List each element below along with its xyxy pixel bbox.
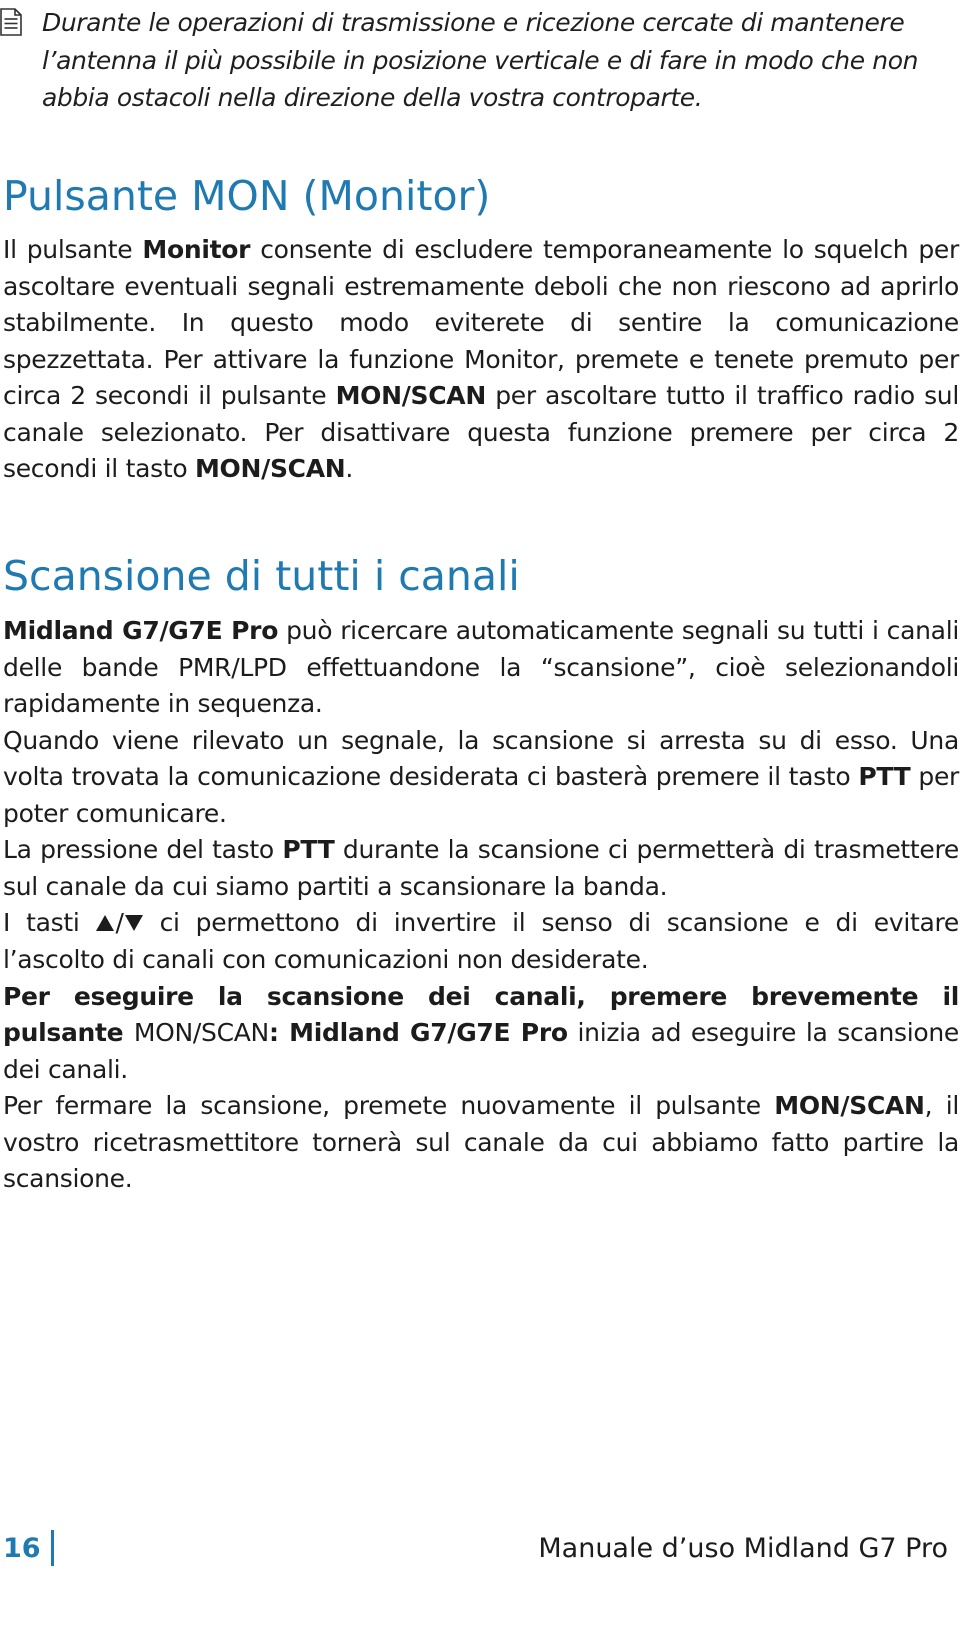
scan-section bbox=[3, 552, 959, 1198]
scan-paragraph-1: Midland G7/G7E Pro può ricercare automaticamente segnali su tutti i canali delle bande PMR/LPD effettuandone la “scansione”, cioè selezionandoli rapidamente in sequenza. bbox=[3, 616, 959, 718]
scan-paragraph-2: Quando viene rilevato un segnale, la scansione si arresta su di esso. Una volta trovata la comunicazione desiderata ci basterà premere il tasto PTT per poter comunicare. bbox=[3, 725, 959, 828]
scan-paragraph-4: I tasti / ci permettono di invertire il senso di scansione e di evitare l’ascolto di canali con comunicazioni non desiderate. bbox=[3, 905, 959, 979]
manual-title: Manuale d’uso Midland G7 Pro bbox=[538, 1532, 948, 1564]
up-arrow-icon bbox=[95, 906, 115, 943]
monitor-heading: Pulsante MON (Monitor) bbox=[3, 172, 491, 220]
note-text: Durante le operazioni di trasmissione e ricezione cercate di mantenere l’antenna il più possibile in posizione verticale e di fare in modo che non abbia ostacoli nella direzione della vostra controparte. bbox=[42, 8, 919, 112]
note-icon bbox=[0, 8, 28, 40]
page-number: 16 bbox=[3, 1530, 54, 1566]
scan-paragraph-6: Per fermare la scansione, premete nuovamente il pulsante MON/SCAN, il vostro ricetrasmettitore tornerà sul canale da cui abbiamo fatto partire la scansione. bbox=[3, 1091, 959, 1194]
page-footer bbox=[3, 1528, 948, 1568]
page-number-divider bbox=[51, 1530, 54, 1566]
scan-heading: Scansione di tutti i canali bbox=[3, 552, 520, 600]
monitor-paragraph: Il pulsante Monitor consente di escludere temporaneamente lo squelch per ascoltare eventuali segnali estremamente deboli che non riescono ad aprirlo stabilmente. In questo modo eviterete di sentire la comunicazione spezzettata. Per attivare la funzione Monitor, premete e tenete premuto per circa 2 secondi il pulsante MON/SCAN per ascoltare tutto il traffico radio sul canale selezionato. Per disattivare questa funzione premere per circa 2 secondi il tasto MON/SCAN. bbox=[3, 235, 959, 483]
scan-paragraph-5: Per eseguire la scansione dei canali, premere brevemente il pulsante MON/SCAN: Midland G7/G7E Pro inizia ad eseguire la scansione dei canali. bbox=[3, 981, 959, 1084]
scan-paragraph-3: La pressione del tasto PTT durante la scansione ci permetterà di trasmettere sul canale da cui siamo partiti a scansionare la banda. bbox=[3, 835, 959, 901]
down-arrow-icon bbox=[124, 906, 144, 943]
monitor-section bbox=[3, 172, 959, 488]
antenna-note bbox=[0, 4, 958, 117]
